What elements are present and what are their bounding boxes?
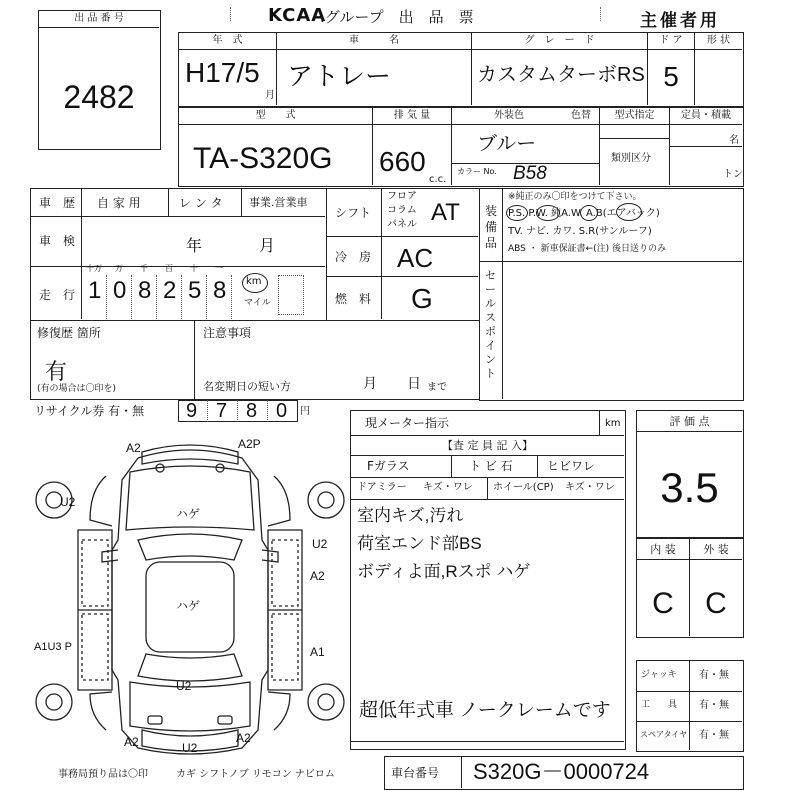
office-items: カギ シフトノブ リモコン ナビロム xyxy=(176,769,335,780)
model-label: 型 式 xyxy=(255,110,296,121)
mile-label: マイル xyxy=(244,298,271,308)
score-block xyxy=(636,410,744,538)
color-no-label: カラー No. xyxy=(457,167,497,176)
aircon-label: 冷 房 xyxy=(335,250,372,264)
glass-option-chip: ト ビ 石 xyxy=(469,459,513,473)
interior-value: C xyxy=(652,587,674,620)
extra-value: 有・無 xyxy=(699,670,729,681)
lot-box xyxy=(38,10,161,150)
shift-option-column: コラム xyxy=(387,205,417,216)
equipment-line2: TV. ナビ. カワ. S.R(サンルーフ) xyxy=(508,226,652,237)
fuel-label: 燃 料 xyxy=(335,292,372,306)
year-month-unit: 月 xyxy=(265,90,275,101)
doors-label: ド ア xyxy=(659,35,683,46)
mileage-digit: 1 xyxy=(88,277,102,304)
meter-unit: km xyxy=(605,418,621,429)
km-label: km xyxy=(246,276,262,287)
grade-block xyxy=(636,538,744,638)
mileage-unit: 百 xyxy=(165,264,173,273)
recycle-unit: 円 xyxy=(300,406,310,417)
damage-mark: A2 xyxy=(236,731,251,745)
damage-mark: A2 xyxy=(126,441,141,455)
chassis-value: S320G－0000724 xyxy=(473,759,650,784)
car-diagram xyxy=(30,430,350,760)
office-label: 事務局預り品は〇印 xyxy=(58,769,148,780)
damage-mark: ハゲ xyxy=(176,507,201,521)
damage-mark: A1U3 P xyxy=(34,641,72,653)
mileage-unit: 一 xyxy=(215,264,223,273)
equipment-note: ※純正のみ〇印をつけて下さい。 xyxy=(508,192,642,202)
pw-circle xyxy=(536,205,560,221)
inspection-block xyxy=(350,410,626,750)
glass-label: Fガラス xyxy=(367,459,410,473)
damage-mark: A2 xyxy=(124,735,139,749)
equipment-line1: P.S. P.W. 純A.W. A.B(エアバック) xyxy=(508,208,660,219)
repair-note: (有の場合は〇印を) xyxy=(37,384,117,394)
name-change-until: まで xyxy=(427,382,447,393)
comment-line: 荷室エンド部BS xyxy=(357,534,482,553)
type-designation: 型式指定 xyxy=(614,110,655,121)
history-label: 車 歴 xyxy=(39,196,76,210)
category-label: 類別区分 xyxy=(611,153,651,164)
damage-mark: A1 xyxy=(310,645,325,659)
history-rental: レ ン タ xyxy=(179,196,223,210)
history-business: 事業.営業車 xyxy=(249,196,308,209)
cc-value: 660 xyxy=(379,146,426,177)
mileage-grid xyxy=(82,264,325,319)
doors-value: 5 xyxy=(663,61,679,92)
recycle-digit: 7 xyxy=(216,400,228,422)
shift-label: シフト xyxy=(335,206,372,220)
row1 xyxy=(178,32,744,107)
grade-value: カスタムターボRS xyxy=(477,64,645,86)
mileage-digit: 8 xyxy=(138,277,152,304)
mileage-digit: 8 xyxy=(213,277,227,304)
score-label: 評 価 点 xyxy=(669,415,710,428)
header-logo: KCAA xyxy=(268,5,327,26)
damage-mark: U2 xyxy=(176,679,192,693)
mileage-digit: 5 xyxy=(188,277,202,304)
color-no-value: B58 xyxy=(513,163,547,184)
repair-label: 修復歴 箇所 xyxy=(37,326,101,340)
chassis-block xyxy=(384,756,744,790)
windshield xyxy=(138,534,242,560)
meter-label: 現メーター指示 xyxy=(365,416,450,430)
extra-label: ジャッキ xyxy=(641,670,677,680)
color-label: 色替 xyxy=(571,110,591,121)
mileage-unit: 十万 xyxy=(86,264,102,273)
header-title: .グループ 出 品 票 xyxy=(320,8,474,26)
name-change-day: 日 xyxy=(407,376,421,392)
mirror-label: ドアミラー xyxy=(357,482,407,493)
damage-mark: U2 xyxy=(182,741,198,755)
right-front-fender xyxy=(268,476,290,526)
inspection-month: 月 xyxy=(259,236,276,255)
inspection-year: 年 xyxy=(186,236,203,255)
wheel-front-right xyxy=(308,482,344,518)
damage-mark: A2P xyxy=(238,437,261,451)
year-label: 年 式 xyxy=(212,35,243,46)
recycle-digit: 0 xyxy=(276,400,288,422)
header-dots-left xyxy=(230,7,250,21)
lot-number: 2482 xyxy=(63,79,135,115)
extra-label: スペアタイヤ xyxy=(640,730,688,739)
name-value: アトレー xyxy=(287,61,392,91)
name-change-label: 名変期日の短い方 xyxy=(203,380,291,393)
inspection-label: 車 検 xyxy=(39,234,76,248)
wheel-rear-right xyxy=(308,684,344,720)
exterior-value: ブルー xyxy=(477,133,537,155)
model-value: TA-S320G xyxy=(193,142,333,175)
mileage-digit: 0 xyxy=(113,277,127,304)
mileage-digit: 2 xyxy=(163,277,177,304)
recycle-label: リサイクル券 有・無 xyxy=(34,404,145,418)
equipment-side-label: 装備品 xyxy=(485,204,498,250)
mileage-unit: 万 xyxy=(115,264,123,273)
score-value: 3.5 xyxy=(660,464,719,511)
exterior-label: 外装色 xyxy=(494,110,524,121)
wheel-option: キズ・ワレ xyxy=(565,482,615,493)
damage-mark: U2 xyxy=(312,537,328,551)
comment-line: 室内キズ,汚れ xyxy=(357,506,464,525)
grade-label: グ レ ー ド xyxy=(524,35,595,46)
wheel-label: ホイール(CP) xyxy=(493,482,554,493)
recycle-row xyxy=(30,400,310,424)
front-bumper xyxy=(142,445,238,464)
capacity-unit-persons: 名 xyxy=(729,135,739,146)
equipment-block xyxy=(479,188,744,401)
shape-label: 形 状 xyxy=(706,35,731,46)
exterior-grade-label: 外 装 xyxy=(703,543,729,556)
name-change-month: 月 xyxy=(363,376,377,392)
year-value: H17/5 xyxy=(185,57,260,88)
cc-unit: c.c. xyxy=(429,174,447,185)
comment-line: ボディよ面,Rスポ ハゲ xyxy=(357,562,531,581)
drivetrain-block xyxy=(326,188,480,321)
extra-label: 工 具 xyxy=(641,700,678,710)
left-front-fender xyxy=(90,476,112,526)
aw-circle xyxy=(580,205,598,221)
wheel-rear-left xyxy=(36,684,72,720)
host-label: 主催者用 xyxy=(640,11,720,31)
damage-mark: U2 xyxy=(60,495,76,509)
mileage-blank-box xyxy=(278,275,304,315)
chassis-label: 車台番号 xyxy=(391,766,440,780)
header-dots-right xyxy=(600,7,620,21)
row2 xyxy=(178,107,744,187)
extras-block xyxy=(636,660,744,752)
repair-value: 有 xyxy=(45,360,68,385)
extra-value: 有・無 xyxy=(699,700,729,711)
recycle-digit: 9 xyxy=(186,400,198,422)
interior-label: 内 装 xyxy=(650,543,676,556)
glass-option-crack: ヒビワレ xyxy=(547,459,596,473)
ab-circle xyxy=(616,203,642,221)
notes-block xyxy=(194,320,480,400)
damage-mark: A2 xyxy=(310,569,325,583)
left-door-dash xyxy=(82,540,108,606)
fuel-value: G xyxy=(411,283,433,314)
name-label: 車 名 xyxy=(349,35,399,46)
damage-mark: ハゲ xyxy=(176,599,201,613)
mileage-unit: 十 xyxy=(190,264,198,273)
extra-value: 有・無 xyxy=(699,730,729,741)
comment-line: 超低年式車 ノークレームです xyxy=(359,700,611,721)
history-block xyxy=(30,188,327,321)
cc-label: 排 気 量 xyxy=(393,110,431,121)
right-door-dash xyxy=(272,540,298,606)
exterior-grade-value: C xyxy=(705,587,727,620)
shift-option-floor: フロア xyxy=(387,191,417,202)
mileage-label: 走 行 xyxy=(39,288,76,302)
capacity-unit-tons: トン xyxy=(723,169,743,180)
shift-option-panel: パネル xyxy=(387,219,417,230)
inspector-label: 【査 定 員 記 入】 xyxy=(442,439,533,452)
capacity-label: 定員・積載 xyxy=(681,110,731,121)
notes-label: 注意事項 xyxy=(203,326,252,340)
rear-window xyxy=(138,654,242,681)
aircon-value: AC xyxy=(397,243,434,273)
selling-points-label: セールスポイント xyxy=(485,269,496,380)
repair-block xyxy=(30,320,195,400)
mileage-unit: 千 xyxy=(140,264,148,273)
ps-circle xyxy=(506,205,528,221)
lot-label: 出 品 番 号 xyxy=(39,14,159,28)
equipment-line3: ABS ・ 新車保証書←(注) 後日送りのみ xyxy=(508,244,667,254)
mirror-option: キズ・ワレ xyxy=(423,482,473,493)
recycle-digit: 8 xyxy=(246,400,258,422)
shift-value: AT xyxy=(431,199,460,226)
history-private: 自 家 用 xyxy=(97,196,141,210)
